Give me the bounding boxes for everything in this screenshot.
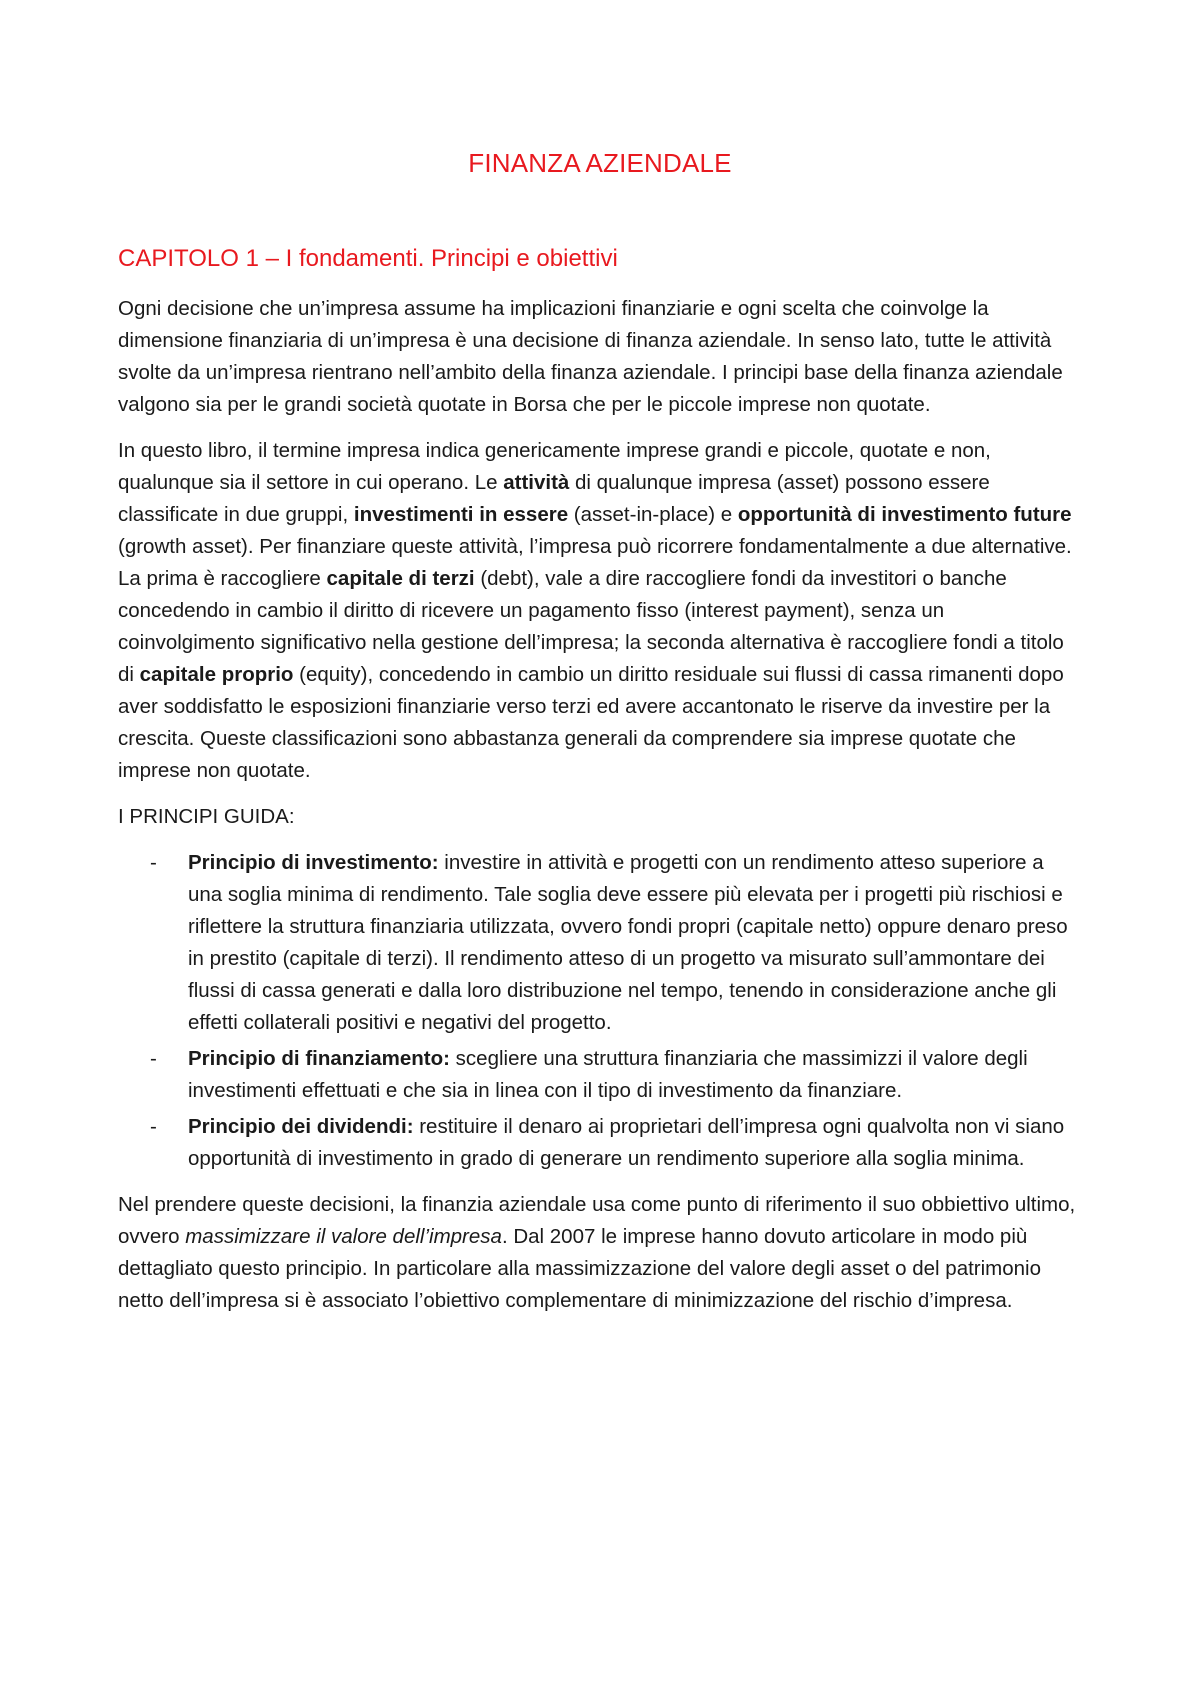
text-span: In questo libro, il termine impresa indica genericamente imprese grandi e piccole, quotate e non, qualunque sia il settore in cui operano. Le — [118, 439, 991, 494]
bullet-dash: - — [150, 851, 157, 874]
text-span: (equity), concedendo in cambio un diritto residuale sui flussi di cassa rimanenti dopo aver soddisfatto le esposizioni finanziarie verso terzi ed avere accantonato le riserve da investire per la crescita. Queste classificazioni sono abbastanza generali da comprendere sia imprese quotate che imprese non quotate. — [118, 663, 1064, 782]
principle-name: Principio dei dividendi: — [188, 1115, 414, 1138]
bold-term-capitale-proprio: capitale proprio — [139, 663, 294, 686]
italic-phrase: massimizzare il valore dell’impresa — [185, 1225, 502, 1248]
text-span: (growth asset). Per finanziare queste attività, l’impresa può ricorrere fondamentalmente a due alternative. La prima è raccogliere — [118, 535, 1072, 590]
text-span: (debt), vale a dire raccogliere fondi da investitori o banche concedendo in cambio il diritto di ricevere un pagamento fisso (interest payment), senza un coinvolgimento significativo nella gestione dell’impresa; la seconda alternativa è raccogliere fondi a titolo di — [118, 567, 1064, 686]
list-item — [150, 1111, 1082, 1175]
text-span: . Dal 2007 le imprese hanno dovuto articolare in modo più dettagliato questo principio. In particolare alla massimizzazione del valore degli asset o del patrimonio netto dell’impresa si è associato l’obiettivo complementare di minimizzazione del rischio d’impresa. — [118, 1225, 1042, 1312]
principle-text: scegliere una struttura finanziaria che massimizzi il valore degli investimenti effettuati e che sia in linea con il tipo di investimento da finanziare. — [188, 1047, 1028, 1102]
principle-text: restituire il denaro ai proprietari dell’impresa ogni qualvolta non vi siano opportunità di investimento in grado di generare un rendimento superiore alla soglia minima. — [188, 1115, 1065, 1170]
bold-term-capitale-terzi: capitale di terzi — [326, 567, 475, 590]
document-title: FINANZA AZIENDALE — [468, 148, 732, 178]
principles-heading: I PRINCIPI GUIDA: — [118, 805, 295, 828]
principle-text: investire in attività e progetti con un rendimento atteso superiore a una soglia minima di rendimento. Tale soglia deve essere più elevata per i progetti più rischiosi e riflettere la struttura finanziaria utilizzata, ovvero fondi propri (capitale netto) oppure denaro preso in prestito (capitale di terzi). Il rendimento atteso di un progetto va misurato sull’ammontare dei flussi di cassa generati e dalla loro distribuzione nel tempo, tenendo in considerazione anche gli effetti collaterali positivi e negativi del progetto. — [188, 851, 1068, 1034]
assets-paragraph — [118, 435, 1082, 787]
bold-term-investimenti: investimenti in essere — [353, 503, 569, 526]
bullet-dash: - — [150, 1115, 157, 1138]
text-span: di qualunque impresa (asset) possono essere classificate in due gruppi, — [118, 471, 990, 526]
list-item — [150, 1043, 1082, 1107]
principles-list — [118, 847, 1082, 1175]
text-span: (asset-in-place) e — [568, 503, 738, 526]
chapter-title: CAPITOLO 1 – I fondamenti. Principi e obiettivi — [118, 245, 618, 272]
principle-name: Principio di finanziamento: — [188, 1047, 450, 1070]
bold-term-opportunita: opportunità di investimento future — [737, 503, 1072, 526]
list-item — [150, 847, 1082, 1039]
principle-name: Principio di investimento: — [188, 851, 439, 874]
objective-paragraph — [118, 1189, 1082, 1317]
bullet-dash: - — [150, 1047, 157, 1070]
intro-paragraph: Ogni decisione che un’impresa assume ha implicazioni finanziarie e ogni scelta che coinvolge la dimensione finanziaria di un’impresa è una decisione di finanza aziendale. In senso lato, tutte le attività svolte da un’impresa rientrano nell’ambito della finanza aziendale. I principi base della finanza aziendale valgono sia per le grandi società quotate in Borsa che per le piccole imprese non quotate. — [118, 297, 1063, 416]
text-span: Nel prendere queste decisioni, la finanzia aziendale usa come punto di riferimento il suo obbiettivo ultimo, ovvero — [118, 1193, 1076, 1248]
bold-term-attivita: attività — [503, 471, 570, 494]
